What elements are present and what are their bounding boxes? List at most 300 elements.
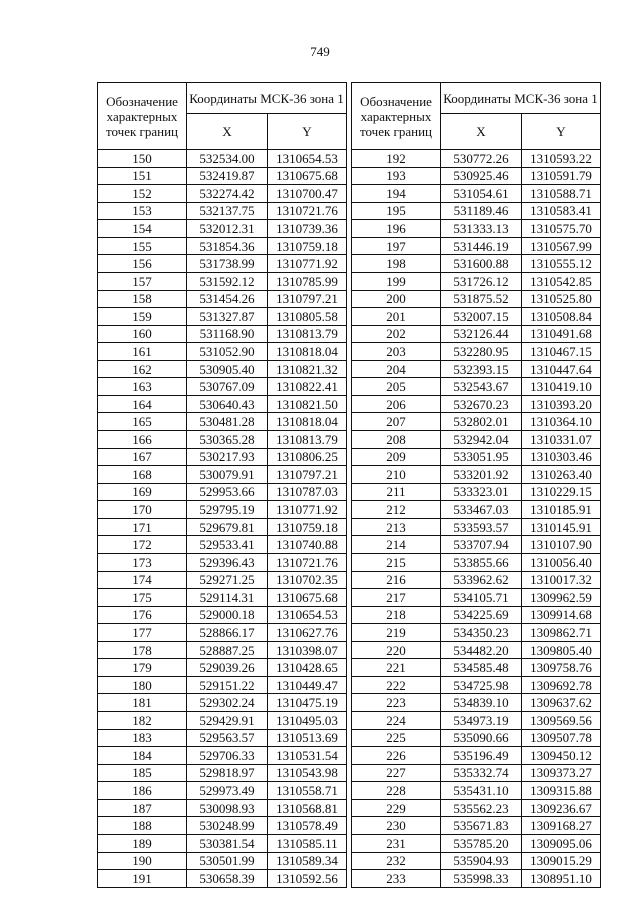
y-coordinate-cell: 1309914.68	[522, 606, 601, 624]
x-coordinate-cell: 535196.49	[441, 747, 522, 765]
table-row	[98, 395, 347, 413]
table-row	[98, 799, 347, 817]
table-row	[98, 747, 347, 765]
point-id-cell: 182	[98, 712, 187, 730]
point-id-cell: 183	[98, 729, 187, 747]
x-coordinate-cell: 530217.93	[187, 448, 268, 466]
x-coordinate-cell: 532007.15	[441, 308, 522, 326]
x-coordinate-cell: 533201.92	[441, 466, 522, 484]
point-id-cell: 202	[352, 325, 441, 343]
table-row	[98, 764, 347, 782]
table-row	[98, 518, 347, 536]
y-coordinate-cell: 1310822.41	[268, 378, 347, 396]
x-coordinate-cell: 530079.91	[187, 466, 268, 484]
point-id-cell: 208	[352, 431, 441, 449]
point-id-cell: 165	[98, 413, 187, 431]
x-coordinate-cell: 534585.48	[441, 659, 522, 677]
table-row	[352, 343, 601, 361]
x-coordinate-cell: 532012.31	[187, 220, 268, 238]
table-row	[98, 150, 347, 168]
header-coords-label: Координаты МСК-36 зона 1	[441, 83, 601, 114]
table-row	[352, 290, 601, 308]
table-row	[352, 237, 601, 255]
table-row	[352, 536, 601, 554]
table-row	[352, 676, 601, 694]
point-id-cell: 180	[98, 676, 187, 694]
table-row	[98, 360, 347, 378]
point-id-cell: 227	[352, 764, 441, 782]
x-coordinate-cell: 530925.46	[441, 167, 522, 185]
table-row	[352, 466, 601, 484]
y-coordinate-cell: 1310428.65	[268, 659, 347, 677]
table-row	[352, 729, 601, 747]
header-y: Y	[268, 114, 347, 150]
header-point-label: Обозначение характерных точек границ	[98, 83, 187, 150]
point-id-cell: 215	[352, 553, 441, 571]
point-id-cell: 228	[352, 782, 441, 800]
point-id-cell: 172	[98, 536, 187, 554]
x-coordinate-cell: 531333.13	[441, 220, 522, 238]
table-row	[352, 308, 601, 326]
x-coordinate-cell: 532543.67	[441, 378, 522, 396]
y-coordinate-cell: 1310056.40	[522, 553, 601, 571]
y-coordinate-cell: 1310805.58	[268, 308, 347, 326]
x-coordinate-cell: 529396.43	[187, 553, 268, 571]
point-id-cell: 201	[352, 308, 441, 326]
point-id-cell: 185	[98, 764, 187, 782]
x-coordinate-cell: 531454.26	[187, 290, 268, 308]
table-row	[98, 325, 347, 343]
point-id-cell: 159	[98, 308, 187, 326]
y-coordinate-cell: 1310771.92	[268, 255, 347, 273]
point-id-cell: 156	[98, 255, 187, 273]
y-coordinate-cell: 1310675.68	[268, 589, 347, 607]
x-coordinate-cell: 533855.66	[441, 553, 522, 571]
point-id-cell: 196	[352, 220, 441, 238]
y-coordinate-cell: 1310739.36	[268, 220, 347, 238]
table-row	[98, 466, 347, 484]
x-coordinate-cell: 529000.18	[187, 606, 268, 624]
table-row	[98, 378, 347, 396]
table-body-right	[352, 150, 601, 888]
y-coordinate-cell: 1310419.10	[522, 378, 601, 396]
x-coordinate-cell: 532670.23	[441, 395, 522, 413]
point-id-cell: 157	[98, 272, 187, 290]
point-id-cell: 197	[352, 237, 441, 255]
point-id-cell: 205	[352, 378, 441, 396]
y-coordinate-cell: 1310700.47	[268, 185, 347, 203]
header-point-label: Обозначение характерных точек границ	[352, 83, 441, 150]
x-coordinate-cell: 532393.15	[441, 360, 522, 378]
point-id-cell: 173	[98, 553, 187, 571]
x-coordinate-cell: 531327.87	[187, 308, 268, 326]
x-coordinate-cell: 532419.87	[187, 167, 268, 185]
x-coordinate-cell: 531189.46	[441, 202, 522, 220]
y-coordinate-cell: 1310558.71	[268, 782, 347, 800]
table-row	[352, 483, 601, 501]
point-id-cell: 155	[98, 237, 187, 255]
table-row	[98, 290, 347, 308]
x-coordinate-cell: 531168.90	[187, 325, 268, 343]
x-coordinate-cell: 534839.10	[441, 694, 522, 712]
table-row	[352, 431, 601, 449]
y-coordinate-cell: 1309315.88	[522, 782, 601, 800]
y-coordinate-cell: 1310495.03	[268, 712, 347, 730]
point-id-cell: 203	[352, 343, 441, 361]
point-id-cell: 192	[352, 150, 441, 168]
y-coordinate-cell: 1310467.15	[522, 343, 601, 361]
table-row	[98, 624, 347, 642]
coordinates-table-right	[351, 82, 601, 888]
table-row	[98, 694, 347, 712]
point-id-cell: 179	[98, 659, 187, 677]
table-row	[352, 589, 601, 607]
point-id-cell: 220	[352, 641, 441, 659]
table-row	[98, 589, 347, 607]
y-coordinate-cell: 1309507.78	[522, 729, 601, 747]
x-coordinate-cell: 530098.93	[187, 799, 268, 817]
point-id-cell: 190	[98, 852, 187, 870]
point-id-cell: 153	[98, 202, 187, 220]
table-row	[98, 641, 347, 659]
x-coordinate-cell: 529795.19	[187, 501, 268, 519]
y-coordinate-cell: 1309637.62	[522, 694, 601, 712]
x-coordinate-cell: 533467.03	[441, 501, 522, 519]
y-coordinate-cell: 1309236.67	[522, 799, 601, 817]
table-row	[352, 360, 601, 378]
point-id-cell: 225	[352, 729, 441, 747]
point-id-cell: 194	[352, 185, 441, 203]
y-coordinate-cell: 1309692.78	[522, 676, 601, 694]
x-coordinate-cell: 531052.90	[187, 343, 268, 361]
y-coordinate-cell: 1310475.19	[268, 694, 347, 712]
table-row	[98, 870, 347, 888]
table-row	[352, 624, 601, 642]
point-id-cell: 212	[352, 501, 441, 519]
x-coordinate-cell: 535562.23	[441, 799, 522, 817]
x-coordinate-cell: 533323.01	[441, 483, 522, 501]
y-coordinate-cell: 1309095.06	[522, 834, 601, 852]
x-coordinate-cell: 535431.10	[441, 782, 522, 800]
table-row	[352, 641, 601, 659]
table-row	[98, 729, 347, 747]
table-row	[352, 834, 601, 852]
table-row	[352, 694, 601, 712]
x-coordinate-cell: 529953.66	[187, 483, 268, 501]
y-coordinate-cell: 1310393.20	[522, 395, 601, 413]
table-row	[98, 185, 347, 203]
x-coordinate-cell: 533707.94	[441, 536, 522, 554]
point-id-cell: 163	[98, 378, 187, 396]
y-coordinate-cell: 1310263.40	[522, 466, 601, 484]
header-x: X	[187, 114, 268, 150]
point-id-cell: 151	[98, 167, 187, 185]
y-coordinate-cell: 1310585.11	[268, 834, 347, 852]
y-coordinate-cell: 1310759.18	[268, 518, 347, 536]
x-coordinate-cell: 531600.88	[441, 255, 522, 273]
x-coordinate-cell: 532802.01	[441, 413, 522, 431]
point-id-cell: 158	[98, 290, 187, 308]
x-coordinate-cell: 530905.40	[187, 360, 268, 378]
x-coordinate-cell: 533962.62	[441, 571, 522, 589]
point-id-cell: 213	[352, 518, 441, 536]
table-row	[98, 571, 347, 589]
y-coordinate-cell: 1310759.18	[268, 237, 347, 255]
point-id-cell: 221	[352, 659, 441, 677]
point-id-cell: 233	[352, 870, 441, 888]
x-coordinate-cell: 530640.43	[187, 395, 268, 413]
table-row	[98, 220, 347, 238]
table-row	[352, 852, 601, 870]
table-row	[98, 431, 347, 449]
point-id-cell: 229	[352, 799, 441, 817]
table-row	[352, 659, 601, 677]
table-row	[98, 817, 347, 835]
y-coordinate-cell: 1310702.35	[268, 571, 347, 589]
point-id-cell: 177	[98, 624, 187, 642]
point-id-cell: 168	[98, 466, 187, 484]
y-coordinate-cell: 1310797.21	[268, 466, 347, 484]
x-coordinate-cell: 530381.54	[187, 834, 268, 852]
table-row	[98, 852, 347, 870]
table-row	[98, 501, 347, 519]
point-id-cell: 209	[352, 448, 441, 466]
point-id-cell: 191	[98, 870, 187, 888]
x-coordinate-cell: 535332.74	[441, 764, 522, 782]
x-coordinate-cell: 529563.57	[187, 729, 268, 747]
y-coordinate-cell: 1310654.53	[268, 606, 347, 624]
y-coordinate-cell: 1310771.92	[268, 501, 347, 519]
y-coordinate-cell: 1310591.79	[522, 167, 601, 185]
y-coordinate-cell: 1310508.84	[522, 308, 601, 326]
table-row	[98, 712, 347, 730]
table-row	[98, 782, 347, 800]
x-coordinate-cell: 535904.93	[441, 852, 522, 870]
point-id-cell: 200	[352, 290, 441, 308]
point-id-cell: 175	[98, 589, 187, 607]
point-id-cell: 226	[352, 747, 441, 765]
point-id-cell: 218	[352, 606, 441, 624]
y-coordinate-cell: 1310583.41	[522, 202, 601, 220]
y-coordinate-cell: 1310578.49	[268, 817, 347, 835]
table-row	[352, 413, 601, 431]
point-id-cell: 152	[98, 185, 187, 203]
x-coordinate-cell: 528866.17	[187, 624, 268, 642]
x-coordinate-cell: 535090.66	[441, 729, 522, 747]
y-coordinate-cell: 1310531.54	[268, 747, 347, 765]
table-row	[352, 185, 601, 203]
table-row	[352, 202, 601, 220]
table-row	[98, 448, 347, 466]
coordinates-document	[97, 82, 601, 887]
point-id-cell: 162	[98, 360, 187, 378]
x-coordinate-cell: 529706.33	[187, 747, 268, 765]
y-coordinate-cell: 1310513.69	[268, 729, 347, 747]
point-id-cell: 204	[352, 360, 441, 378]
y-coordinate-cell: 1309015.29	[522, 852, 601, 870]
y-coordinate-cell: 1310821.50	[268, 395, 347, 413]
y-coordinate-cell: 1310364.10	[522, 413, 601, 431]
point-id-cell: 150	[98, 150, 187, 168]
x-coordinate-cell: 530772.26	[441, 150, 522, 168]
point-id-cell: 223	[352, 694, 441, 712]
y-coordinate-cell: 1310229.15	[522, 483, 601, 501]
point-id-cell: 188	[98, 817, 187, 835]
table-row	[352, 518, 601, 536]
x-coordinate-cell: 529271.25	[187, 571, 268, 589]
table-row	[98, 255, 347, 273]
table-row	[98, 834, 347, 852]
x-coordinate-cell: 529039.26	[187, 659, 268, 677]
point-id-cell: 167	[98, 448, 187, 466]
y-coordinate-cell: 1309450.12	[522, 747, 601, 765]
y-coordinate-cell: 1310721.76	[268, 553, 347, 571]
x-coordinate-cell: 528887.25	[187, 641, 268, 659]
point-id-cell: 164	[98, 395, 187, 413]
point-id-cell: 184	[98, 747, 187, 765]
header-x: X	[441, 114, 522, 150]
table-row	[352, 501, 601, 519]
y-coordinate-cell: 1309569.56	[522, 712, 601, 730]
point-id-cell: 178	[98, 641, 187, 659]
header-coords-label: Координаты МСК-36 зона 1	[187, 83, 347, 114]
x-coordinate-cell: 534973.19	[441, 712, 522, 730]
x-coordinate-cell: 531738.99	[187, 255, 268, 273]
y-coordinate-cell: 1310449.47	[268, 676, 347, 694]
y-coordinate-cell: 1310447.64	[522, 360, 601, 378]
y-coordinate-cell: 1310592.56	[268, 870, 347, 888]
x-coordinate-cell: 533051.95	[441, 448, 522, 466]
point-id-cell: 171	[98, 518, 187, 536]
x-coordinate-cell: 532137.75	[187, 202, 268, 220]
point-id-cell: 211	[352, 483, 441, 501]
x-coordinate-cell: 532274.42	[187, 185, 268, 203]
table-row	[352, 571, 601, 589]
point-id-cell: 206	[352, 395, 441, 413]
x-coordinate-cell: 529151.22	[187, 676, 268, 694]
y-coordinate-cell: 1310542.85	[522, 272, 601, 290]
x-coordinate-cell: 533593.57	[441, 518, 522, 536]
x-coordinate-cell: 532942.04	[441, 431, 522, 449]
table-body-left	[98, 150, 347, 888]
x-coordinate-cell: 532280.95	[441, 343, 522, 361]
point-id-cell: 181	[98, 694, 187, 712]
x-coordinate-cell: 529114.31	[187, 589, 268, 607]
y-coordinate-cell: 1310588.71	[522, 185, 601, 203]
y-coordinate-cell: 1309168.27	[522, 817, 601, 835]
x-coordinate-cell: 529818.97	[187, 764, 268, 782]
x-coordinate-cell: 534725.98	[441, 676, 522, 694]
table-row	[352, 799, 601, 817]
point-id-cell: 230	[352, 817, 441, 835]
point-id-cell: 210	[352, 466, 441, 484]
y-coordinate-cell: 1310568.81	[268, 799, 347, 817]
y-coordinate-cell: 1310185.91	[522, 501, 601, 519]
y-coordinate-cell: 1308951.10	[522, 870, 601, 888]
y-coordinate-cell: 1309805.40	[522, 641, 601, 659]
point-id-cell: 231	[352, 834, 441, 852]
y-coordinate-cell: 1310491.68	[522, 325, 601, 343]
table-row	[352, 220, 601, 238]
table-row	[98, 413, 347, 431]
point-id-cell: 189	[98, 834, 187, 852]
table-row	[352, 747, 601, 765]
table-row	[352, 167, 601, 185]
x-coordinate-cell: 535785.20	[441, 834, 522, 852]
table-row	[352, 325, 601, 343]
x-coordinate-cell: 534105.71	[441, 589, 522, 607]
point-id-cell: 170	[98, 501, 187, 519]
table-row	[98, 272, 347, 290]
x-coordinate-cell: 529302.24	[187, 694, 268, 712]
point-id-cell: 198	[352, 255, 441, 273]
point-id-cell: 214	[352, 536, 441, 554]
y-coordinate-cell: 1310145.91	[522, 518, 601, 536]
table-row	[352, 378, 601, 396]
point-id-cell: 199	[352, 272, 441, 290]
point-id-cell: 207	[352, 413, 441, 431]
x-coordinate-cell: 531446.19	[441, 237, 522, 255]
y-coordinate-cell: 1310813.79	[268, 431, 347, 449]
table-row	[98, 202, 347, 220]
table-row	[98, 659, 347, 677]
x-coordinate-cell: 534482.20	[441, 641, 522, 659]
point-id-cell: 195	[352, 202, 441, 220]
point-id-cell: 176	[98, 606, 187, 624]
x-coordinate-cell: 529973.49	[187, 782, 268, 800]
x-coordinate-cell: 531854.36	[187, 237, 268, 255]
table-row	[352, 870, 601, 888]
table-row	[352, 272, 601, 290]
page-number: 749	[310, 44, 330, 59]
table-row	[352, 764, 601, 782]
y-coordinate-cell: 1309758.76	[522, 659, 601, 677]
y-coordinate-cell: 1310806.25	[268, 448, 347, 466]
x-coordinate-cell: 535671.83	[441, 817, 522, 835]
y-coordinate-cell: 1310331.07	[522, 431, 601, 449]
x-coordinate-cell: 530501.99	[187, 852, 268, 870]
y-coordinate-cell: 1310740.88	[268, 536, 347, 554]
point-id-cell: 169	[98, 483, 187, 501]
y-coordinate-cell: 1310589.34	[268, 852, 347, 870]
y-coordinate-cell: 1309962.59	[522, 589, 601, 607]
y-coordinate-cell: 1310654.53	[268, 150, 347, 168]
table-row	[98, 483, 347, 501]
table-row	[352, 782, 601, 800]
table-row	[98, 676, 347, 694]
y-coordinate-cell: 1310818.04	[268, 343, 347, 361]
point-id-cell: 160	[98, 325, 187, 343]
point-id-cell: 216	[352, 571, 441, 589]
y-coordinate-cell: 1310787.03	[268, 483, 347, 501]
x-coordinate-cell: 530658.39	[187, 870, 268, 888]
y-coordinate-cell: 1310303.46	[522, 448, 601, 466]
table-row	[352, 553, 601, 571]
x-coordinate-cell: 532126.44	[441, 325, 522, 343]
point-id-cell: 174	[98, 571, 187, 589]
point-id-cell: 219	[352, 624, 441, 642]
x-coordinate-cell: 535998.33	[441, 870, 522, 888]
point-id-cell: 224	[352, 712, 441, 730]
point-id-cell: 232	[352, 852, 441, 870]
point-id-cell: 186	[98, 782, 187, 800]
y-coordinate-cell: 1310821.32	[268, 360, 347, 378]
x-coordinate-cell: 531054.61	[441, 185, 522, 203]
x-coordinate-cell: 530248.99	[187, 817, 268, 835]
table-row	[98, 167, 347, 185]
x-coordinate-cell: 530481.28	[187, 413, 268, 431]
x-coordinate-cell: 532534.00	[187, 150, 268, 168]
